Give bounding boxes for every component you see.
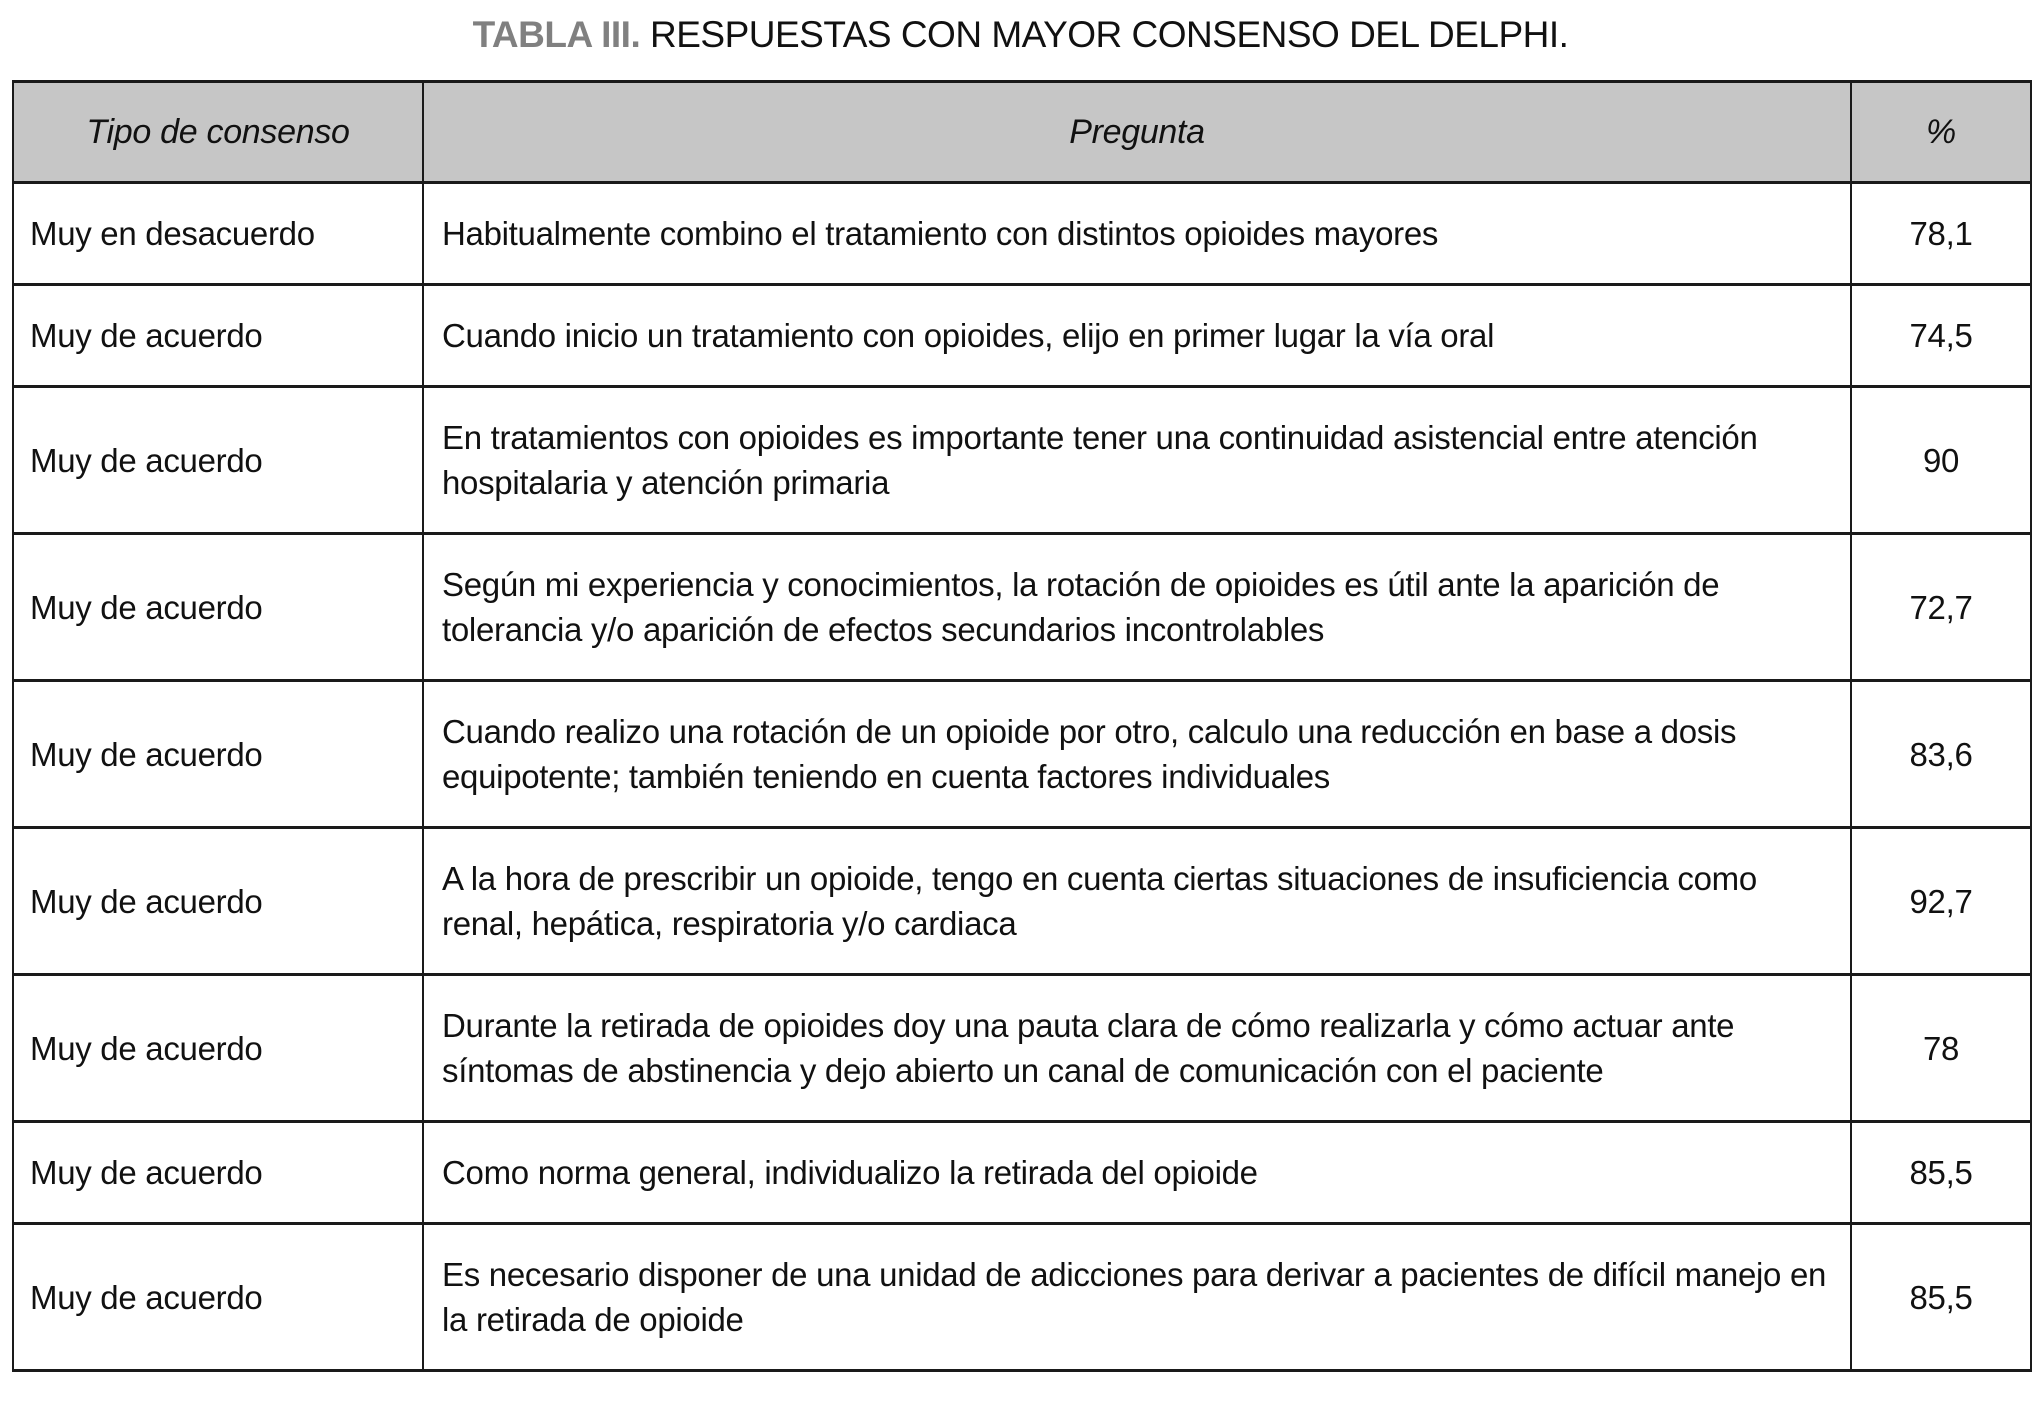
- consenso-cell: Muy de acuerdo: [13, 534, 423, 681]
- table-caption: [0, 0, 2041, 56]
- table-header-row: [13, 82, 2031, 183]
- table-row: [13, 183, 2031, 285]
- pregunta-cell: Cuando inicio un tratamiento con opioides, elijo en primer lugar la vía oral: [423, 285, 1851, 387]
- percent-cell: 85,5: [1851, 1122, 2031, 1224]
- table-body: [13, 183, 2031, 1371]
- table-row: [13, 828, 2031, 975]
- pregunta-cell: Como norma general, individualizo la retirada del opioide: [423, 1122, 1851, 1224]
- header-percent: %: [1851, 82, 2031, 183]
- table-caption-text: RESPUESTAS CON MAYOR CONSENSO DEL DELPHI.: [650, 14, 1569, 55]
- consenso-cell: Muy de acuerdo: [13, 828, 423, 975]
- percent-cell: 72,7: [1851, 534, 2031, 681]
- percent-cell: 78,1: [1851, 183, 2031, 285]
- table-row: [13, 534, 2031, 681]
- pregunta-cell: Es necesario disponer de una unidad de adicciones para derivar a pacientes de difícil manejo en la retirada de opioide: [423, 1224, 1851, 1371]
- table-row: [13, 387, 2031, 534]
- pregunta-cell: En tratamientos con opioides es importante tener una continuidad asistencial entre atención hospitalaria y atención primaria: [423, 387, 1851, 534]
- header-pregunta: Pregunta: [423, 82, 1851, 183]
- table-row: [13, 1224, 2031, 1371]
- percent-cell: 83,6: [1851, 681, 2031, 828]
- pregunta-cell: Habitualmente combino el tratamiento con distintos opioides mayores: [423, 183, 1851, 285]
- consenso-cell: Muy de acuerdo: [13, 975, 423, 1122]
- table-caption-label: TABLA III.: [472, 14, 641, 55]
- header-tipo-de-consenso: Tipo de consenso: [13, 82, 423, 183]
- table-row: [13, 285, 2031, 387]
- pregunta-cell: Según mi experiencia y conocimientos, la rotación de opioides es útil ante la aparición de tolerancia y/o aparición de efectos secundarios incontrolables: [423, 534, 1851, 681]
- consenso-cell: Muy de acuerdo: [13, 1224, 423, 1371]
- percent-cell: 90: [1851, 387, 2031, 534]
- percent-cell: 92,7: [1851, 828, 2031, 975]
- consenso-cell: Muy de acuerdo: [13, 681, 423, 828]
- table-row: [13, 1122, 2031, 1224]
- consensus-table: [12, 80, 2032, 1372]
- percent-cell: 85,5: [1851, 1224, 2031, 1371]
- percent-cell: 74,5: [1851, 285, 2031, 387]
- table-row: [13, 975, 2031, 1122]
- consenso-cell: Muy de acuerdo: [13, 285, 423, 387]
- table-row: [13, 681, 2031, 828]
- consenso-cell: Muy de acuerdo: [13, 387, 423, 534]
- percent-cell: 78: [1851, 975, 2031, 1122]
- consenso-cell: Muy en desacuerdo: [13, 183, 423, 285]
- pregunta-cell: A la hora de prescribir un opioide, tengo en cuenta ciertas situaciones de insuficiencia como renal, hepática, respiratoria y/o cardiaca: [423, 828, 1851, 975]
- pregunta-cell: Durante la retirada de opioides doy una pauta clara de cómo realizarla y cómo actuar ante síntomas de abstinencia y dejo abierto un canal de comunicación con el paciente: [423, 975, 1851, 1122]
- pregunta-cell: Cuando realizo una rotación de un opioide por otro, calculo una reducción en base a dosis equipotente; también teniendo en cuenta factores individuales: [423, 681, 1851, 828]
- consenso-cell: Muy de acuerdo: [13, 1122, 423, 1224]
